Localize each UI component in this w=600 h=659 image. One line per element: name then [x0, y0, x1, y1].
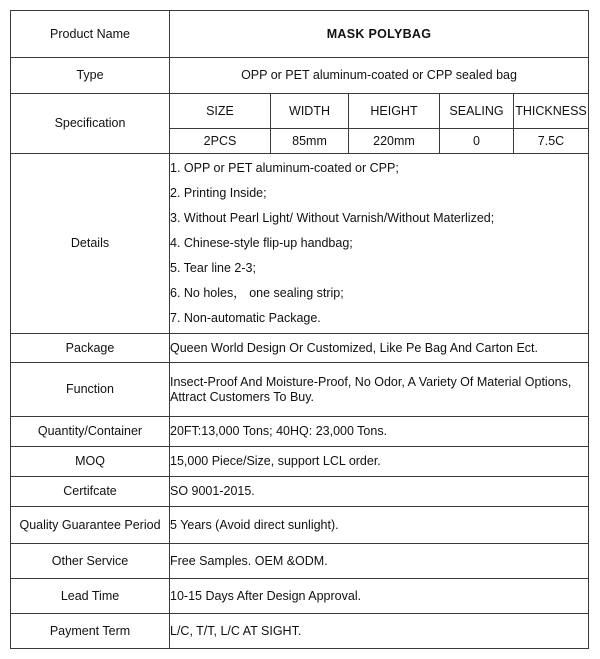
details-value — [170, 154, 589, 334]
row-lead-time — [11, 579, 589, 614]
spec-value-height: 220mm — [349, 129, 440, 154]
details-item: 2. Printing Inside; — [170, 186, 267, 200]
type-label: Type — [11, 58, 170, 94]
row-certificate — [11, 477, 589, 507]
certificate-label: Certifcate — [11, 477, 170, 507]
quality-value: 5 Years (Avoid direct sunlight). — [170, 507, 589, 544]
row-product-name — [11, 11, 589, 58]
details-list — [170, 154, 588, 333]
function-value: Insect-Proof And Moisture-Proof, No Odor, A Variety Of Material Options, Attract Customers To Buy. — [170, 363, 589, 417]
spec-header-thickness: THICKNESS — [514, 94, 589, 129]
quality-label: Quality Guarantee Period — [11, 507, 170, 544]
spec-value-thickness: 7.5C — [514, 129, 589, 154]
details-item: 7. Non-automatic Package. — [170, 311, 321, 325]
certificate-value: SO 9001-2015. — [170, 477, 589, 507]
lead-time-label: Lead Time — [11, 579, 170, 614]
payment-label: Payment Term — [11, 614, 170, 649]
details-item: 6. No holes， one sealing strip; — [170, 286, 344, 300]
row-quality-guarantee — [11, 507, 589, 544]
row-details — [11, 154, 589, 334]
quantity-label: Quantity/Container — [11, 417, 170, 447]
type-value: OPP or PET aluminum-coated or CPP sealed bag — [170, 58, 589, 94]
other-service-value: Free Samples. OEM &ODM. — [170, 544, 589, 579]
details-item: 5. Tear line 2-3; — [170, 261, 256, 275]
row-moq — [11, 447, 589, 477]
moq-label: MOQ — [11, 447, 170, 477]
product-name-value: MASK POLYBAG — [170, 11, 589, 58]
function-label: Function — [11, 363, 170, 417]
row-function — [11, 363, 589, 417]
spec-header-width: WIDTH — [271, 94, 349, 129]
spec-value-sealing: 0 — [440, 129, 514, 154]
other-service-label: Other Service — [11, 544, 170, 579]
moq-value: 15,000 Piece/Size, support LCL order. — [170, 447, 589, 477]
row-type — [11, 58, 589, 94]
details-item: 1. OPP or PET aluminum-coated or CPP; — [170, 161, 399, 175]
payment-value: L/C, T/T, L/C AT SIGHT. — [170, 614, 589, 649]
lead-time-value: 10-15 Days After Design Approval. — [170, 579, 589, 614]
details-item: 3. Without Pearl Light/ Without Varnish/Without Materlized; — [170, 211, 495, 225]
package-label: Package — [11, 334, 170, 363]
row-package — [11, 334, 589, 363]
spec-value-width: 85mm — [271, 129, 349, 154]
product-spec-table — [10, 10, 589, 649]
details-label: Details — [11, 154, 170, 334]
details-item: 4. Chinese-style flip-up handbag; — [170, 236, 353, 250]
row-quantity — [11, 417, 589, 447]
spec-header-size: SIZE — [170, 94, 271, 129]
spec-header-sealing: SEALING — [440, 94, 514, 129]
specification-label: Specification — [11, 94, 170, 154]
spec-value-size: 2PCS — [170, 129, 271, 154]
spec-header-height: HEIGHT — [349, 94, 440, 129]
row-payment-term — [11, 614, 589, 649]
row-other-service — [11, 544, 589, 579]
package-value: Queen World Design Or Customized, Like Pe Bag And Carton Ect. — [170, 334, 589, 363]
product-name-label: Product Name — [11, 11, 170, 58]
product-spec-sheet — [10, 10, 588, 652]
quantity-value: 20FT:13,000 Tons; 40HQ: 23,000 Tons. — [170, 417, 589, 447]
row-specification-header — [11, 94, 589, 129]
